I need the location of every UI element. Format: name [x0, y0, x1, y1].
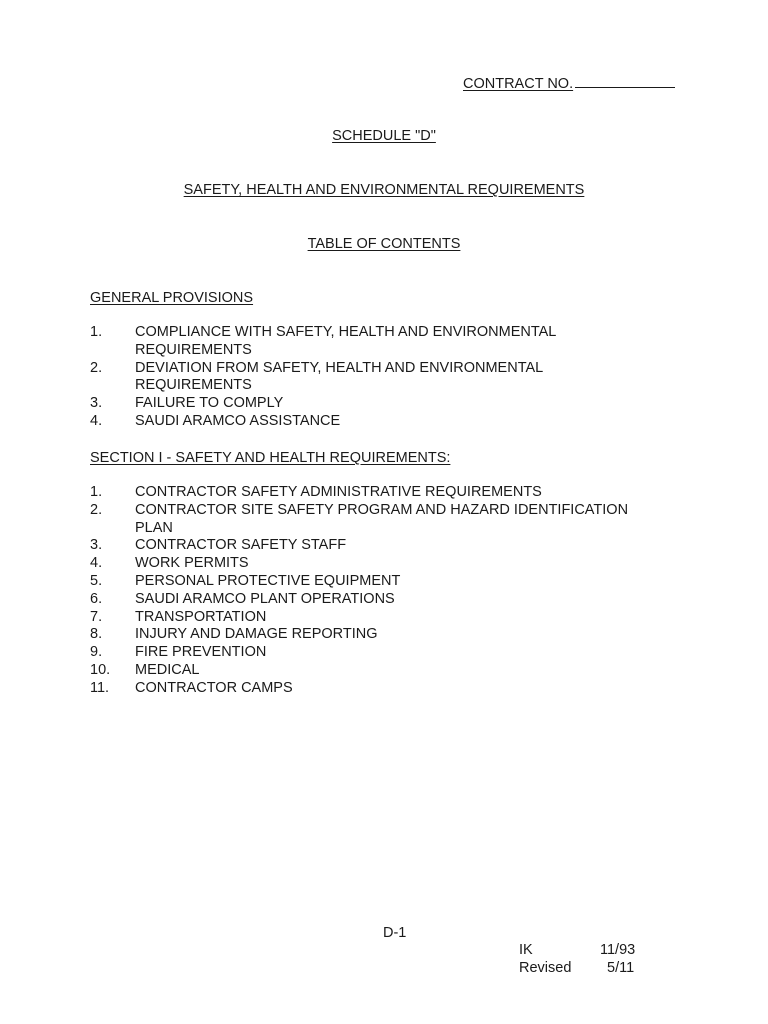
page-number: D-1: [383, 925, 407, 941]
document-title: SAFETY, HEALTH AND ENVIRONMENTAL REQUIREMENTS: [183, 182, 585, 198]
item-number: 1.: [90, 484, 103, 500]
general-provisions-list: [90, 324, 655, 431]
item-text: WORK PERMITS: [135, 555, 249, 572]
list-item: [90, 360, 655, 396]
item-text: FAILURE TO COMPLY: [135, 395, 284, 412]
list-item: [90, 644, 655, 662]
list-item: [90, 395, 655, 413]
section-1-list: [90, 484, 655, 698]
schedule-heading: SCHEDULE "D": [332, 128, 436, 144]
footer-ik-label: IK: [519, 942, 533, 958]
contract-number-label: CONTRACT NO.: [463, 75, 675, 92]
list-item: [90, 413, 655, 431]
item-number: 5.: [90, 572, 103, 589]
list-item: [90, 555, 655, 573]
list-item: [90, 662, 655, 680]
item-text: TRANSPORTATION: [135, 608, 267, 625]
item-text: COMPLIANCE WITH SAFETY, HEALTH AND ENVIRONMENTAL REQUIREMENTS: [135, 324, 556, 358]
general-provisions-heading: GENERAL PROVISIONS: [90, 290, 254, 306]
item-text: SAUDI ARAMCO PLANT OPERATIONS: [135, 590, 395, 607]
item-text: SAUDI ARAMCO ASSISTANCE: [135, 412, 341, 429]
item-text: CONTRACTOR SAFETY STAFF: [135, 537, 347, 554]
footer-revised-label: Revised: [519, 960, 572, 976]
item-text: CONTRACTOR CAMPS: [135, 679, 293, 696]
item-text: CONTRACTOR SAFETY ADMINISTRATIVE REQUIREMENTS: [135, 484, 542, 500]
item-number: 2.: [90, 359, 103, 376]
item-number: 3.: [90, 537, 103, 554]
list-item: [90, 626, 655, 644]
item-number: 6.: [90, 590, 103, 607]
list-item: [90, 573, 655, 591]
item-number: 11.: [90, 679, 110, 696]
item-number: 4.: [90, 412, 103, 429]
item-number: 2.: [90, 501, 103, 518]
list-item: [90, 502, 655, 538]
list-item: [90, 484, 655, 502]
footer-ik-date: 11/93: [600, 942, 636, 958]
list-item: [90, 591, 655, 609]
item-number: 4.: [90, 555, 103, 572]
item-text: CONTRACTOR SITE SAFETY PROGRAM AND HAZARD IDENTIFICATION PLAN: [135, 501, 629, 536]
list-item: [90, 680, 655, 698]
footer-revised-date: 5/11: [607, 960, 635, 976]
item-number: 1.: [90, 324, 103, 340]
list-item: [90, 537, 655, 555]
item-text: DEVIATION FROM SAFETY, HEALTH AND ENVIRONMENTAL REQUIREMENTS: [135, 359, 543, 394]
item-text: PERSONAL PROTECTIVE EQUIPMENT: [135, 572, 401, 589]
list-item: [90, 609, 655, 627]
item-number: 3.: [90, 395, 103, 412]
item-text: MEDICAL: [135, 661, 200, 678]
list-item: [90, 324, 655, 360]
section-1-heading: SECTION I - SAFETY AND HEALTH REQUIREMENTS:: [90, 450, 451, 466]
item-number: 8.: [90, 626, 103, 643]
item-text: INJURY AND DAMAGE REPORTING: [135, 626, 378, 643]
item-number: 10.: [90, 661, 111, 678]
item-number: 9.: [90, 644, 103, 661]
item-number: 7.: [90, 608, 103, 625]
contract-number-blank: [575, 75, 675, 88]
item-text: FIRE PREVENTION: [135, 644, 267, 661]
toc-heading: TABLE OF CONTENTS: [307, 236, 461, 252]
